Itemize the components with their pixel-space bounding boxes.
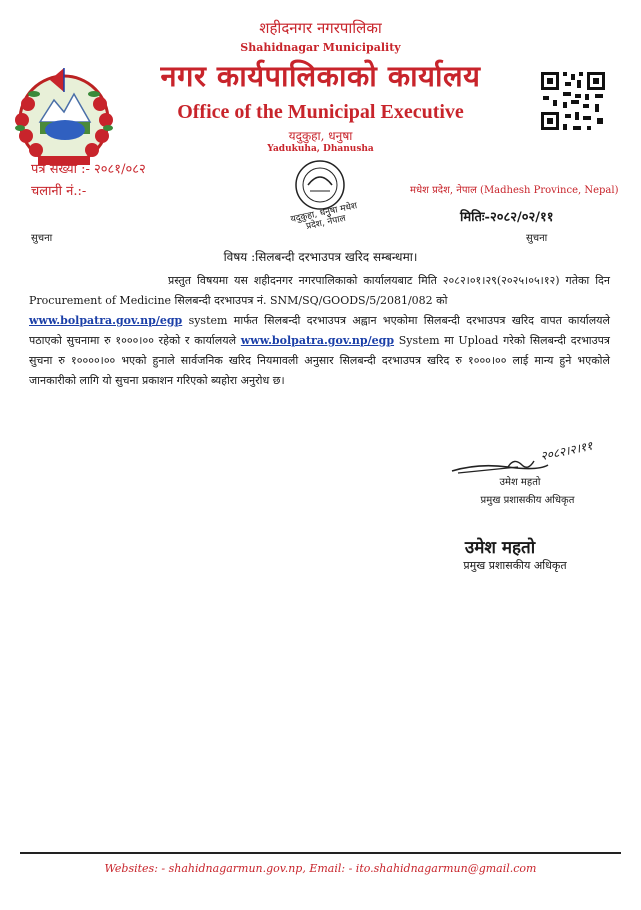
bolpatra-link-2[interactable]: www.bolpatra.gov.np/egp bbox=[240, 334, 395, 347]
office-title-english: Office of the Municipal Executive bbox=[177, 101, 464, 123]
dispatch-number: चलानी नं.:- bbox=[31, 184, 87, 199]
body-text-2: system मार्फत सिलबन्दी दरभाउपत्र अह्वान भएकोमा सिलबन्दी दरभाउपत्र खरिद वापत कार्यालयले पठाएको सुचनामा रु १०००।०० रहेको र कार्यालयले bbox=[29, 314, 610, 347]
signatory-name: उमेश महतो bbox=[499, 477, 541, 488]
province-label: मधेश प्रदेश, नेपाल (Madhesh Province, Nepal) bbox=[410, 185, 619, 196]
body-text-1: प्रस्तुत विषयमा यस शहीदनगर नगरपालिकाको कार्यालयबाट मिति २०८२।०१।२९(२०२५।०५।१२) गतेका दिन Procurement of Medicine सिलबन्दी दरभाउपत्र नं. SNM/SQ/GOODS/5/2081/082 को bbox=[29, 274, 610, 307]
letter-subject: विषय :सिलबन्दी दरभाउपत्र खरिद सम्बन्धमा। bbox=[223, 250, 418, 264]
footer-contact: Websites: - shahidnagarmun.gov.np, Email: - ito.shahidnagarmun@gmail.com bbox=[104, 862, 537, 875]
footer-divider bbox=[20, 852, 621, 854]
signatory-title: प्रमुख प्रशासकीय अधिकृत bbox=[480, 495, 575, 506]
municipality-name-english: Shahidnagar Municipality bbox=[240, 41, 401, 54]
notice-label-left: सुचना bbox=[31, 233, 53, 244]
qr-code-icon bbox=[539, 70, 607, 132]
nepal-emblem-icon bbox=[10, 64, 118, 172]
municipality-name-nepali: शहीदनगर नगरपालिका bbox=[259, 19, 382, 37]
location-nepali: यदुकुहा, धनुषा bbox=[288, 129, 353, 143]
body-paragraph bbox=[29, 271, 610, 391]
body-text-3: System मा Upload गरेको सिलबन्दी दरभाउपत्र सुचना रु १००००।०० भएको हुनाले सार्वजनिक खरिद नियमावली अनुसार सिलबन्दी दरभाउपत्र खरिद रु १०००।०० लाई मान्य हुने भएकोले जानकारीको लागि यो सुचना प्रकाशन गरिएको ब्यहोरा अनुरोध छ। bbox=[29, 334, 611, 387]
letter-number: पत्र संख्या :- २०८१/०८२ bbox=[31, 162, 146, 177]
handwritten-date: २०८२।२।११ bbox=[539, 438, 594, 464]
notice-label-right: सुचना bbox=[526, 233, 548, 244]
stamp-text: यदुकुहा, धनुषा मधेश प्रदेश, नेपाल bbox=[289, 201, 359, 232]
name-stamp: उमेश महतो bbox=[464, 538, 536, 558]
bolpatra-link-1[interactable]: www.bolpatra.gov.np/egp bbox=[29, 314, 183, 327]
location-english: Yadukuha, Dhanusha bbox=[267, 144, 374, 154]
office-title-nepali: नगर कार्यपालिकाको कार्यालय bbox=[160, 59, 481, 93]
title-stamp: प्रमुख प्रशासकीय अधिकृत bbox=[463, 559, 567, 572]
letter-body bbox=[29, 271, 610, 391]
letter-date: मितिः-२०८२/०२/११ bbox=[460, 210, 554, 225]
